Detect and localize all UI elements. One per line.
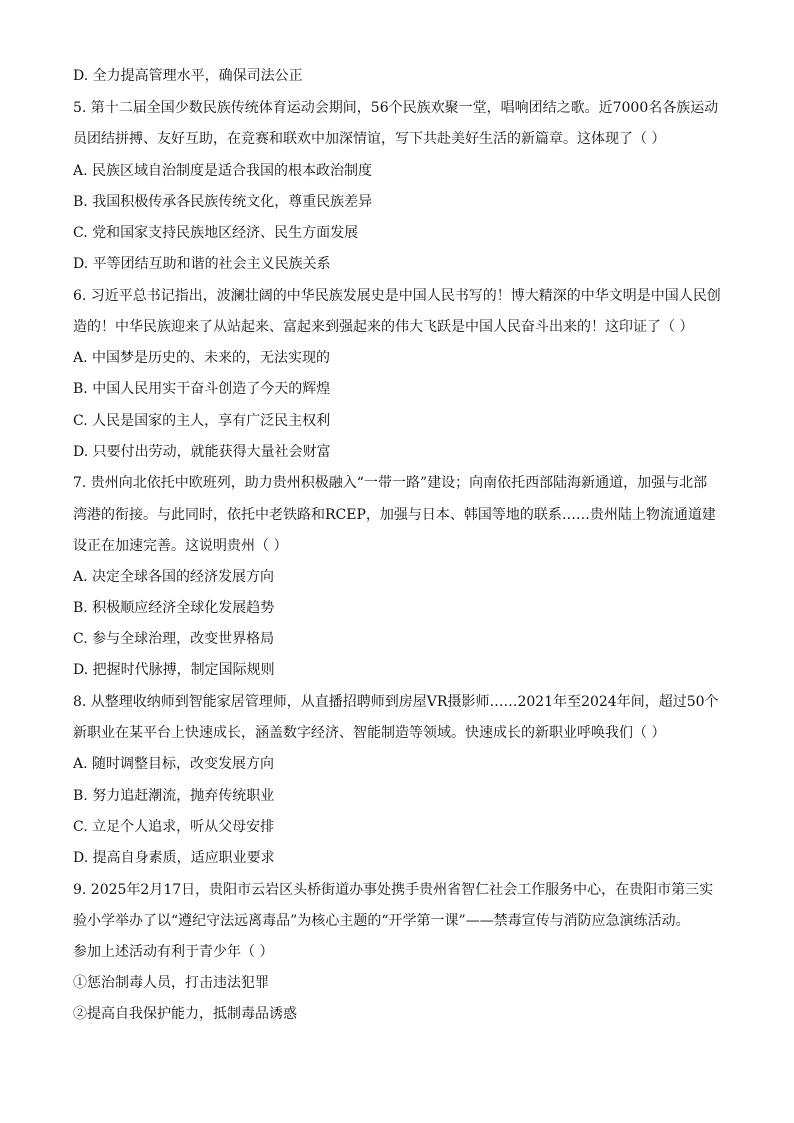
question-5-stem-1: 5. 第十二届全国少数民族传统体育运动会期间，56个民族欢聚一堂，唱响团结之歌。近7000名各族运动 [73, 100, 719, 116]
option-b-q8: B. 努力追赶潮流，抛弃传统职业 [73, 788, 275, 804]
option-d-q8: D. 提高自身素质，适应职业要求 [73, 850, 275, 866]
option-c-q5: C. 党和国家支持民族地区经济、民生方面发展 [73, 225, 359, 241]
option-c-q8: C. 立足个人追求，听从父母安排 [73, 819, 275, 835]
option-d-q6: D. 只要付出劳动，就能获得大量社会财富 [73, 444, 331, 460]
option-d-q4: D. 全力提高管理水平，确保司法公正 [73, 68, 303, 84]
question-6-stem-2: 造的！中华民族迎来了从站起来、富起来到强起来的伟大飞跃是中国人民奋斗出来的！这印证了（ ） [73, 319, 694, 335]
option-b-q5: B. 我国积极传承各民族传统文化，尊重民族差异 [73, 194, 373, 210]
option-d-q7: D. 把握时代脉搏，制定国际规则 [73, 662, 275, 678]
option-b-q6: B. 中国人民用实干奋斗创造了今天的辉煌 [73, 381, 331, 397]
option-a-q8: A. 随时调整目标，改变发展方向 [73, 756, 275, 772]
option-a-q6: A. 中国梦是历史的、未来的，无法实现的 [73, 350, 331, 366]
question-7-stem-2: 湾港的衔接。与此同时，依托中老铁路和RCEP，加强与日本、韩国等地的联系……贵州陆上物流通道建 [73, 507, 716, 523]
question-6-stem-1: 6. 习近平总书记指出，波澜壮阔的中华民族发展史是中国人民书写的！博大精深的中华文明是中国人民创 [73, 288, 721, 304]
statement-2-q9: ②提高自我保护能力，抵制毒品诱惑 [73, 1006, 297, 1022]
question-9-stem-3: 参加上述活动有利于青少年（ ） [73, 944, 274, 960]
question-9-stem-1: 9. 2025年2月17日，贵阳市云岩区头桥街道办事处携手贵州省智仁社会工作服务中心，在贵阳市第三实 [73, 882, 714, 898]
question-7-stem-1: 7. 贵州向北依托中欧班列，助力贵州积极融入“一带一路”建设；向南依托西部陆海新通道，加强与北部 [73, 475, 708, 491]
option-a-q7: A. 决定全球各国的经济发展方向 [73, 569, 275, 585]
question-7-stem-3: 设正在加速完善。这说明贵州（ ） [73, 538, 288, 554]
question-5-stem-2: 员团结拼搏、友好互助，在竞赛和联欢中加深情谊，写下共赴美好生活的新篇章。这体现了（ ） [73, 131, 666, 147]
option-a-q5: A. 民族区域自治制度是适合我国的根本政治制度 [73, 163, 373, 179]
option-c-q6: C. 人民是国家的主人，享有广泛民主权利 [73, 413, 331, 429]
question-9-stem-2: 验小学举办了以“遵纪守法远离毒品”为核心主题的“开学第一课”——禁毒宣传与消防应急演练活动。 [73, 913, 690, 929]
question-8-stem-1: 8. 从整理收纳师到智能家居管理师，从直播招聘师到房屋VR摄影师……2021年至2024年间，超过50个 [73, 694, 719, 710]
question-8-stem-2: 新职业在某平台上快速成长，涵盖数字经济、智能制造等领域。快速成长的新职业呼唤我们（ ） [73, 725, 666, 741]
option-c-q7: C. 参与全球治理，改变世界格局 [73, 631, 275, 647]
option-d-q5: D. 平等团结互助和谐的社会主义民族关系 [73, 256, 331, 272]
statement-1-q9: ①惩治制毒人员，打击违法犯罪 [73, 975, 269, 991]
option-b-q7: B. 积极顺应经济全球化发展趋势 [73, 600, 275, 616]
